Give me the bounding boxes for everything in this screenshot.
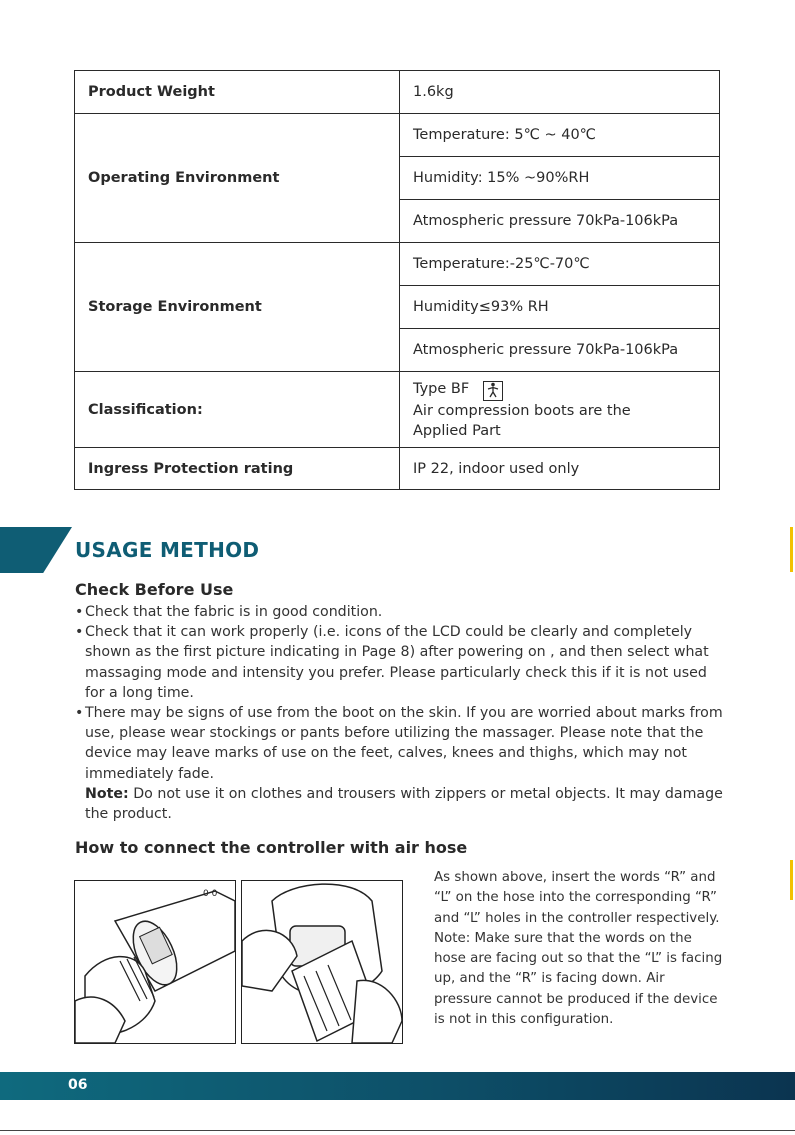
ingress-value: IP 22, indoor used only xyxy=(400,448,720,490)
row-operating-temp xyxy=(75,114,720,157)
operating-temperature: Temperature: 5℃ ~ 40℃ xyxy=(400,114,720,157)
list-item: • There may be signs of use from the boot on the skin. If you are worried about marks from use, please wear stockings or pants before utilizing the massager. Please note that the device may leave marks of use on the feet, calves, knees and thighs, which may not immediately fade. xyxy=(75,703,725,784)
section-title: USAGE METHOD xyxy=(75,538,260,562)
connect-instructions: As shown above, insert the words “R” and “L” on the hose into the corresponding “R” and “L” holes in the controller respectively. xyxy=(434,870,720,926)
classification-line2: Air compression boots are the xyxy=(413,402,631,419)
storage-pressure: Atmospheric pressure 70kPa-106kPa xyxy=(400,329,720,372)
classification-type: Type BF xyxy=(413,380,470,397)
note-label: Note: xyxy=(85,785,129,802)
controller-hose-photo-1 xyxy=(74,880,236,1044)
page-number: 06 xyxy=(68,1077,88,1093)
section-banner-tab xyxy=(0,527,72,573)
check-before-use-heading: Check Before Use xyxy=(75,580,234,599)
connect-description xyxy=(434,868,726,1030)
row-storage-temp xyxy=(75,243,720,286)
edge-mark xyxy=(790,527,793,572)
weight-label: Product Weight xyxy=(75,71,400,114)
storage-humidity: Humidity≤93% RH xyxy=(400,286,720,329)
connect-heading: How to connect the controller with air hose xyxy=(75,838,468,857)
weight-value: 1.6kg xyxy=(400,71,720,114)
type-bf-icon xyxy=(483,381,503,401)
list-item: • Check that the fabric is in good condition. xyxy=(75,602,725,622)
edge-mark xyxy=(790,860,793,900)
note-paragraph xyxy=(75,784,725,824)
footer-bar xyxy=(0,1072,795,1100)
bottom-rule xyxy=(0,1130,795,1131)
storage-temperature: Temperature:-25℃-70℃ xyxy=(400,243,720,286)
operating-humidity: Humidity: 15% ~90%RH xyxy=(400,157,720,200)
classification-line3: Applied Part xyxy=(413,422,501,439)
spec-table xyxy=(74,70,720,490)
operating-pressure: Atmospheric pressure 70kPa-106kPa xyxy=(400,200,720,243)
note-text: Do not use it on clothes and trousers with zippers or metal objects. It may damage the product. xyxy=(85,785,723,823)
connect-note: Note: Make sure that the words on the hose are facing out so that the “L” is facing up, and the “R” is facing down. Air pressure cannot be produced if the device is not in this configuration. xyxy=(434,930,723,1028)
classification-label: Classification: xyxy=(75,372,400,448)
storage-label: Storage Environment xyxy=(75,243,400,372)
check-list xyxy=(75,602,725,824)
controller-hose-photo-2 xyxy=(241,880,403,1044)
operating-label: Operating Environment xyxy=(75,114,400,243)
row-classification xyxy=(75,372,720,448)
row-ingress xyxy=(75,448,720,490)
list-item: • Check that it can work properly (i.e. icons of the LCD could be clearly and completely shown as the first picture indicating in Page 8) after powering on , and then select what massaging mode and intensity you prefer. Please particularly check this if it is not used for a long time. xyxy=(75,622,725,703)
classification-value xyxy=(400,372,720,448)
svg-text:0 0: 0 0 xyxy=(203,889,218,899)
row-weight xyxy=(75,71,720,114)
ingress-label: Ingress Protection rating xyxy=(75,448,400,490)
